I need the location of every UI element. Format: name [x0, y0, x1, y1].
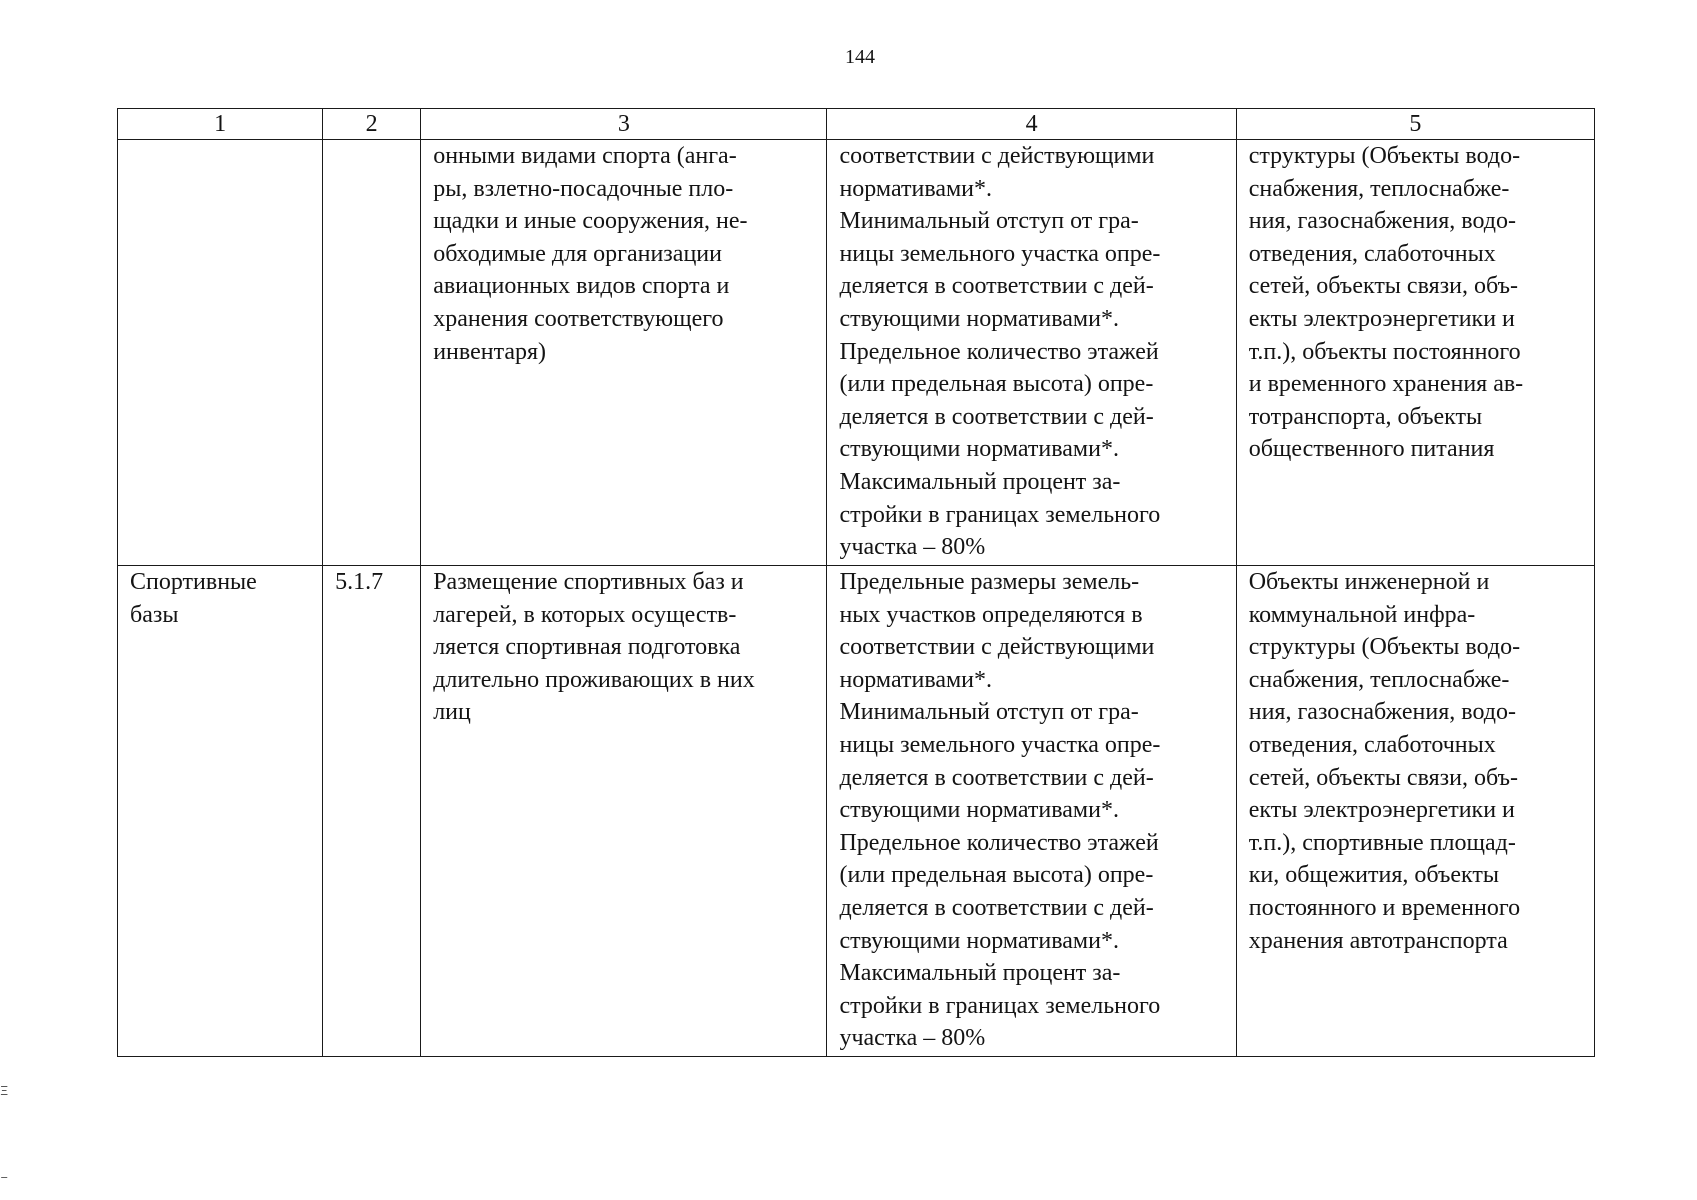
table-header-row: [118, 109, 1595, 140]
page-number: 144: [845, 46, 875, 68]
cell-auxiliary-objects: [1236, 140, 1594, 566]
table-row: [118, 140, 1595, 566]
cell-code: [323, 140, 421, 566]
cell-description: [421, 140, 827, 566]
binding-mark: –: [0, 1170, 9, 1186]
cell-parameters: [827, 566, 1236, 1057]
auxiliary-objects-text: Объекты инженерной и коммунальной инфра- структуры (Объекты водо- снабжения, теплоснабже- ния, газоснабжения, водо- отведения, слаботочных сетей, объекты связи, объ- екты электроэнергетики и т.п.), спортивные площад- ки, общежития, объекты постоянного и временного хранения автотранспорта: [1248, 569, 1521, 954]
cell-parameters: [827, 140, 1236, 566]
header-col-1: 1: [118, 109, 323, 140]
land-use-type-text: Спортивные базы: [130, 569, 257, 628]
cell-auxiliary-objects: [1236, 566, 1594, 1057]
auxiliary-objects-text: структуры (Объекты водо- снабжения, теплоснабже- ния, газоснабжения, водо- отведения, слаботочных сетей, объекты связи, объ- екты электроэнергетики и т.п.), объекты постоянного и временного хранения ав- тотранспорта, объекты общественного питания: [1248, 143, 1524, 463]
description-text: Размещение спортивных баз и лагерей, в которых осуществ- ляется спортивная подготовка длительно проживающих в них лиц: [433, 569, 755, 726]
cell-land-use-type: [118, 566, 323, 1057]
header-col-3: 3: [421, 109, 827, 140]
parameters-text: соответствии с действующими нормативами*. Минимальный отступ от гра- ницы земельного участка опре- деляется в соответствии с дей- ствующими нормативами*. Предельное количество этажей (или предельная высота) опре- деляется в соответствии с дей- ствующими нормативами*. Максимальный процент за- стройки в границах земельного участка – 80%: [839, 143, 1161, 561]
cell-description: [421, 566, 827, 1057]
table-row: [118, 566, 1595, 1057]
code-text: 5.1.7: [335, 569, 384, 595]
header-col-5: 5: [1236, 109, 1594, 140]
cell-land-use-type: [118, 140, 323, 566]
description-text: онными видами спорта (анга- ры, взлетно-посадочные пло- щадки и иные сооружения, не- обходимые для организации авиационных видов спорта и хранения соответствующего инвентаря): [433, 143, 748, 365]
header-col-2: 2: [323, 109, 421, 140]
parameters-text: Предельные размеры земель- ных участков определяются в соответствии с действующими нормативами*. Минимальный отступ от гра- ницы земельного участка опре- деляется в соответствии с дей- ствующими нормативами*. Предельное количество этажей (или предельная высота) опре- деляется в соответствии с дей- ствующими нормативами*. Максимальный процент за- стройки в границах земельного участка – 80%: [839, 569, 1161, 1052]
zoning-table: [117, 108, 1595, 1057]
cell-code: [323, 566, 421, 1057]
binding-mark: Ξ: [0, 1084, 9, 1100]
header-col-4: 4: [827, 109, 1236, 140]
